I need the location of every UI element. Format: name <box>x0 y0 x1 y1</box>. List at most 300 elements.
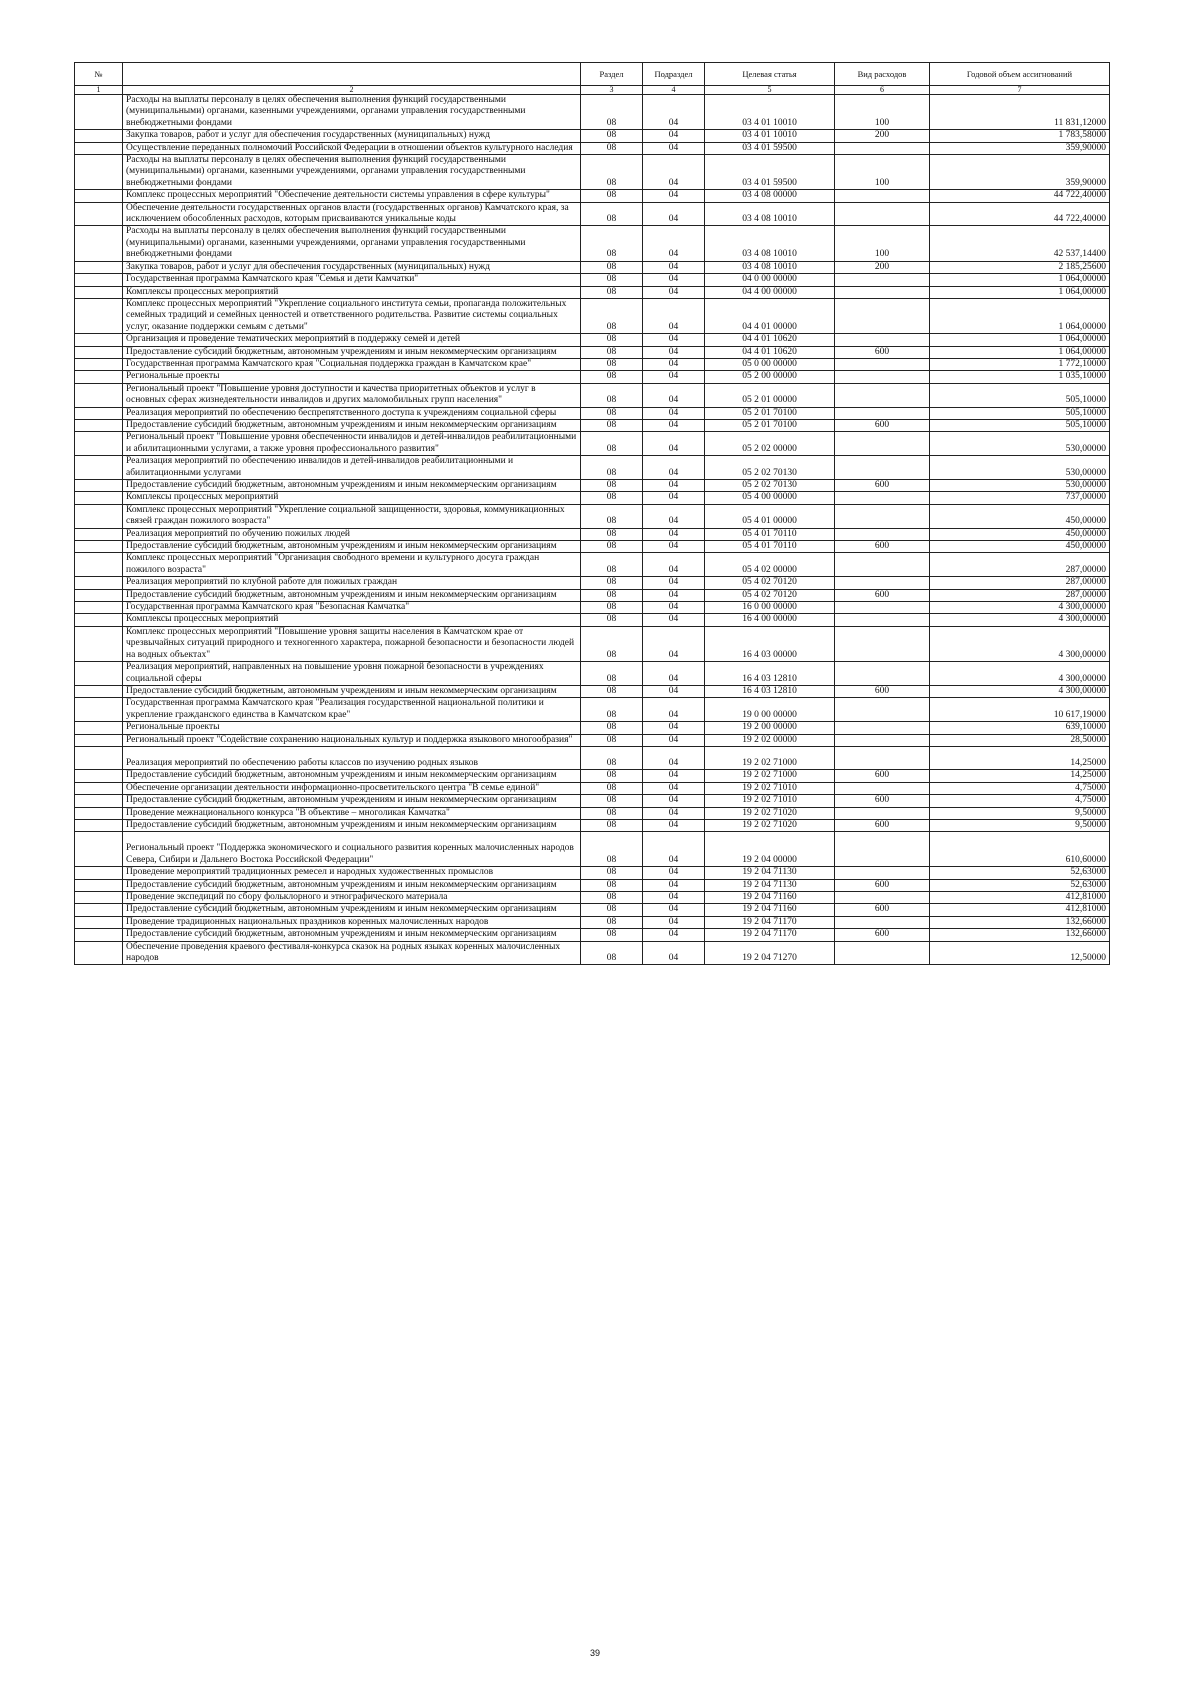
razdel-cell: 08 <box>581 142 643 154</box>
header-no: № <box>75 63 123 86</box>
podrazdel-cell: 04 <box>643 770 705 782</box>
target-cell: 19 2 04 71130 <box>705 879 835 891</box>
no-cell <box>75 528 123 540</box>
no-cell <box>75 770 123 782</box>
no-cell <box>75 95 123 130</box>
podrazdel-cell: 04 <box>643 456 705 480</box>
volume-cell: 4 300,00000 <box>930 614 1110 626</box>
table-row <box>75 577 1110 589</box>
name-cell: Государственная программа Камчатского края "Реализация государственной национальной политики и укрепление гражданского единства в Камчатском крае" <box>123 698 581 722</box>
name-cell: Реализация мероприятий по обучению пожилых людей <box>123 528 581 540</box>
volume-cell: 4 300,00000 <box>930 602 1110 614</box>
no-cell <box>75 334 123 346</box>
target-cell: 05 2 00 00000 <box>705 371 835 383</box>
volume-cell: 1 035,10000 <box>930 371 1110 383</box>
table-row <box>75 746 1110 769</box>
target-cell: 19 2 02 71020 <box>705 807 835 819</box>
no-cell <box>75 274 123 286</box>
podrazdel-cell: 04 <box>643 832 705 867</box>
no-cell <box>75 685 123 697</box>
vid-cell <box>835 577 930 589</box>
table-row <box>75 346 1110 358</box>
table-row <box>75 432 1110 456</box>
razdel-cell: 08 <box>581 795 643 807</box>
volume-cell: 44 722,40000 <box>930 202 1110 226</box>
razdel-cell: 08 <box>581 734 643 746</box>
name-cell: Реализация мероприятий по обеспечению беспрепятственного доступа к учреждениям социальной сферы <box>123 407 581 419</box>
podrazdel-cell: 04 <box>643 626 705 661</box>
table-row <box>75 419 1110 431</box>
no-cell <box>75 746 123 769</box>
volume-cell: 52,63000 <box>930 867 1110 879</box>
target-cell: 19 2 02 00000 <box>705 734 835 746</box>
razdel-cell: 08 <box>581 553 643 577</box>
target-cell: 19 2 04 71170 <box>705 916 835 928</box>
volume-cell: 52,63000 <box>930 879 1110 891</box>
name-cell: Обеспечение проведения краевого фестиваля-конкурса сказок на родных языках коренных малочисленных народов <box>123 941 581 965</box>
volume-cell: 12,50000 <box>930 941 1110 965</box>
podrazdel-cell: 04 <box>643 941 705 965</box>
podrazdel-cell: 04 <box>643 602 705 614</box>
table-row <box>75 202 1110 226</box>
no-cell <box>75 130 123 142</box>
no-cell <box>75 432 123 456</box>
name-cell: Реализация мероприятий по обеспечению инвалидов и детей-инвалидов реабилитационными и абилитационными услугами <box>123 456 581 480</box>
razdel-cell: 08 <box>581 807 643 819</box>
table-row <box>75 589 1110 601</box>
razdel-cell: 08 <box>581 867 643 879</box>
podrazdel-cell: 04 <box>643 298 705 333</box>
target-cell: 03 4 08 10010 <box>705 226 835 261</box>
podrazdel-cell: 04 <box>643 504 705 528</box>
volume-cell: 2 185,25600 <box>930 261 1110 273</box>
vid-cell <box>835 614 930 626</box>
name-cell: Реализация мероприятий, направленных на повышение уровня пожарной безопасности в учреждениях социальной сферы <box>123 662 581 686</box>
volume-cell: 412,81000 <box>930 892 1110 904</box>
target-cell: 05 4 01 00000 <box>705 504 835 528</box>
vid-cell <box>835 190 930 202</box>
budget-table-page <box>74 62 1109 965</box>
razdel-cell: 08 <box>581 419 643 431</box>
table-row <box>75 541 1110 553</box>
table-row <box>75 819 1110 831</box>
name-cell: Региональный проект "Содействие сохранению национальных культур и поддержка языкового многообразия" <box>123 734 581 746</box>
razdel-cell: 08 <box>581 202 643 226</box>
vid-cell <box>835 746 930 769</box>
vid-cell: 600 <box>835 480 930 492</box>
table-row <box>75 95 1110 130</box>
target-cell: 04 4 00 00000 <box>705 286 835 298</box>
no-cell <box>75 904 123 916</box>
razdel-cell: 08 <box>581 819 643 831</box>
volume-cell: 132,66000 <box>930 916 1110 928</box>
target-cell: 19 2 02 71000 <box>705 770 835 782</box>
razdel-cell: 08 <box>581 226 643 261</box>
no-cell <box>75 226 123 261</box>
table-body <box>75 95 1110 965</box>
name-cell: Обеспечение деятельности государственных органов власти (государственных органов) Камчатского края, за исключением обособленных расходов, которым присваиваются уникальные коды <box>123 202 581 226</box>
table-row <box>75 274 1110 286</box>
razdel-cell: 08 <box>581 383 643 407</box>
name-cell: Комплекс процессных мероприятий "Укрепление социальной защищенности, здоровья, коммуникационных связей граждан пожилого возраста" <box>123 504 581 528</box>
header-vid: Вид расходов <box>835 63 930 86</box>
table-row <box>75 685 1110 697</box>
no-cell <box>75 504 123 528</box>
table-row <box>75 614 1110 626</box>
target-cell: 19 2 04 00000 <box>705 832 835 867</box>
no-cell <box>75 626 123 661</box>
podrazdel-cell: 04 <box>643 155 705 190</box>
colnum: 3 <box>581 86 643 95</box>
name-cell: Комплекс процессных мероприятий "Обеспечение деятельности системы управления в сфере культуры" <box>123 190 581 202</box>
no-cell <box>75 407 123 419</box>
name-cell: Государственная программа Камчатского края "Безопасная Камчатка" <box>123 602 581 614</box>
vid-cell: 600 <box>835 929 930 941</box>
table-row <box>75 892 1110 904</box>
vid-cell <box>835 383 930 407</box>
name-cell: Обеспечение организации деятельности информационно-просветительского центра "В семье единой" <box>123 782 581 794</box>
no-cell <box>75 782 123 794</box>
no-cell <box>75 155 123 190</box>
razdel-cell: 08 <box>581 770 643 782</box>
table-row <box>75 770 1110 782</box>
vid-cell <box>835 504 930 528</box>
no-cell <box>75 286 123 298</box>
target-cell: 05 4 01 70110 <box>705 528 835 540</box>
name-cell: Реализация мероприятий по обеспечению работы классов по изучению родных языков <box>123 746 581 769</box>
volume-cell: 359,90000 <box>930 155 1110 190</box>
vid-cell: 600 <box>835 685 930 697</box>
volume-cell: 4 300,00000 <box>930 626 1110 661</box>
vid-cell <box>835 734 930 746</box>
vid-cell <box>835 782 930 794</box>
target-cell: 05 4 02 70120 <box>705 577 835 589</box>
podrazdel-cell: 04 <box>643 286 705 298</box>
no-cell <box>75 577 123 589</box>
table-row <box>75 334 1110 346</box>
podrazdel-cell: 04 <box>643 929 705 941</box>
name-cell: Предоставление субсидий бюджетным, автономным учреждениям и иным некоммерческим организациям <box>123 589 581 601</box>
volume-cell: 450,00000 <box>930 528 1110 540</box>
no-cell <box>75 916 123 928</box>
razdel-cell: 08 <box>581 190 643 202</box>
name-cell: Предоставление субсидий бюджетным, автономным учреждениям и иным некоммерческим организациям <box>123 480 581 492</box>
no-cell <box>75 371 123 383</box>
no-cell <box>75 879 123 891</box>
vid-cell <box>835 492 930 504</box>
vid-cell: 600 <box>835 904 930 916</box>
razdel-cell: 08 <box>581 602 643 614</box>
volume-cell: 14,25000 <box>930 770 1110 782</box>
name-cell: Расходы на выплаты персоналу в целях обеспечения выполнения функций государственными (муниципальными) органами, казенными учреждениями, органами управления государственными внебюджетными фондами <box>123 155 581 190</box>
vid-cell: 200 <box>835 130 930 142</box>
header-row <box>75 63 1110 86</box>
target-cell: 03 4 01 59500 <box>705 155 835 190</box>
podrazdel-cell: 04 <box>643 202 705 226</box>
vid-cell <box>835 371 930 383</box>
table-row <box>75 734 1110 746</box>
vid-cell <box>835 807 930 819</box>
budget-table <box>74 62 1110 965</box>
volume-cell: 287,00000 <box>930 553 1110 577</box>
no-cell <box>75 807 123 819</box>
vid-cell <box>835 602 930 614</box>
vid-cell <box>835 274 930 286</box>
name-cell: Комплексы процессных мероприятий <box>123 614 581 626</box>
name-cell: Региональный проект "Повышение уровня доступности и качества приоритетных объектов и услуг в основных сферах жизнедеятельности инвалидов и других маломобильных групп населения" <box>123 383 581 407</box>
volume-cell: 4 300,00000 <box>930 662 1110 686</box>
no-cell <box>75 929 123 941</box>
vid-cell <box>835 456 930 480</box>
volume-cell: 4 300,00000 <box>930 685 1110 697</box>
razdel-cell: 08 <box>581 904 643 916</box>
name-cell: Региональный проект "Поддержка экономического и социального развития коренных малочисленных народов Севера, Сибири и Дальнего Востока Российской Федерации" <box>123 832 581 867</box>
razdel-cell: 08 <box>581 614 643 626</box>
name-cell: Комплексы процессных мероприятий <box>123 492 581 504</box>
podrazdel-cell: 04 <box>643 130 705 142</box>
table-row <box>75 832 1110 867</box>
name-cell: Осуществление переданных полномочий Российской Федерации в отношении объектов культурного наследия <box>123 142 581 154</box>
target-cell: 19 2 04 71130 <box>705 867 835 879</box>
table-row <box>75 383 1110 407</box>
no-cell <box>75 383 123 407</box>
colnum: 7 <box>930 86 1110 95</box>
razdel-cell: 08 <box>581 261 643 273</box>
target-cell: 03 4 01 10010 <box>705 130 835 142</box>
table-row <box>75 867 1110 879</box>
podrazdel-cell: 04 <box>643 226 705 261</box>
no-cell <box>75 202 123 226</box>
target-cell: 19 2 02 71010 <box>705 795 835 807</box>
volume-cell: 1 064,00000 <box>930 286 1110 298</box>
volume-cell: 9,50000 <box>930 807 1110 819</box>
razdel-cell: 08 <box>581 589 643 601</box>
header-name <box>123 63 581 86</box>
podrazdel-cell: 04 <box>643 819 705 831</box>
target-cell: 03 4 01 10010 <box>705 95 835 130</box>
volume-cell: 28,50000 <box>930 734 1110 746</box>
table-row <box>75 492 1110 504</box>
name-cell: Предоставление субсидий бюджетным, автономным учреждениям и иным некоммерческим организациям <box>123 419 581 431</box>
vid-cell <box>835 916 930 928</box>
podrazdel-cell: 04 <box>643 142 705 154</box>
target-cell: 05 2 01 00000 <box>705 383 835 407</box>
volume-cell: 44 722,40000 <box>930 190 1110 202</box>
razdel-cell: 08 <box>581 95 643 130</box>
vid-cell: 600 <box>835 795 930 807</box>
volume-cell: 610,60000 <box>930 832 1110 867</box>
page-number: 39 <box>590 1648 601 1658</box>
target-cell: 19 2 02 71000 <box>705 746 835 769</box>
table-row <box>75 130 1110 142</box>
razdel-cell: 08 <box>581 746 643 769</box>
razdel-cell: 08 <box>581 528 643 540</box>
vid-cell <box>835 867 930 879</box>
podrazdel-cell: 04 <box>643 577 705 589</box>
target-cell: 16 0 00 00000 <box>705 602 835 614</box>
no-cell <box>75 867 123 879</box>
razdel-cell: 08 <box>581 722 643 734</box>
vid-cell: 600 <box>835 589 930 601</box>
razdel-cell: 08 <box>581 432 643 456</box>
name-cell: Предоставление субсидий бюджетным, автономным учреждениям и иным некоммерческим организациям <box>123 904 581 916</box>
table-row <box>75 528 1110 540</box>
no-cell <box>75 698 123 722</box>
target-cell: 19 0 00 00000 <box>705 698 835 722</box>
volume-cell: 530,00000 <box>930 456 1110 480</box>
volume-cell: 1 783,58000 <box>930 130 1110 142</box>
razdel-cell: 08 <box>581 456 643 480</box>
table-row <box>75 480 1110 492</box>
table-row <box>75 298 1110 333</box>
name-cell: Комплексы процессных мероприятий <box>123 286 581 298</box>
header-volume: Годовой объем ассигнований <box>930 63 1110 86</box>
vid-cell: 200 <box>835 261 930 273</box>
volume-cell: 359,90000 <box>930 142 1110 154</box>
podrazdel-cell: 04 <box>643 795 705 807</box>
no-cell <box>75 142 123 154</box>
table-row <box>75 698 1110 722</box>
table-row <box>75 929 1110 941</box>
vid-cell: 600 <box>835 346 930 358</box>
podrazdel-cell: 04 <box>643 274 705 286</box>
podrazdel-cell: 04 <box>643 867 705 879</box>
target-cell: 19 2 04 71160 <box>705 904 835 916</box>
name-cell: Региональные проекты <box>123 722 581 734</box>
volume-cell: 1 064,00000 <box>930 334 1110 346</box>
razdel-cell: 08 <box>581 334 643 346</box>
target-cell: 03 4 08 10010 <box>705 261 835 273</box>
table-row <box>75 190 1110 202</box>
no-cell <box>75 734 123 746</box>
no-cell <box>75 722 123 734</box>
podrazdel-cell: 04 <box>643 95 705 130</box>
podrazdel-cell: 04 <box>643 746 705 769</box>
podrazdel-cell: 04 <box>643 528 705 540</box>
name-cell: Государственная программа Камчатского края "Семья и дети Камчатки" <box>123 274 581 286</box>
razdel-cell: 08 <box>581 879 643 891</box>
podrazdel-cell: 04 <box>643 541 705 553</box>
volume-cell: 450,00000 <box>930 504 1110 528</box>
table-row <box>75 261 1110 273</box>
table-row <box>75 358 1110 370</box>
target-cell: 05 4 01 70110 <box>705 541 835 553</box>
table-row <box>75 286 1110 298</box>
volume-cell: 9,50000 <box>930 819 1110 831</box>
target-cell: 03 4 08 10010 <box>705 202 835 226</box>
volume-cell: 287,00000 <box>930 589 1110 601</box>
vid-cell: 600 <box>835 819 930 831</box>
volume-cell: 1 772,10000 <box>930 358 1110 370</box>
volume-cell: 14,25000 <box>930 746 1110 769</box>
colnum: 2 <box>123 86 581 95</box>
vid-cell <box>835 334 930 346</box>
name-cell: Организация и проведение тематических мероприятий в поддержку семей и детей <box>123 334 581 346</box>
vid-cell <box>835 892 930 904</box>
table-row <box>75 807 1110 819</box>
podrazdel-cell: 04 <box>643 782 705 794</box>
name-cell: Проведение традиционных национальных праздников коренных малочисленных народов <box>123 916 581 928</box>
podrazdel-cell: 04 <box>643 916 705 928</box>
table-row <box>75 916 1110 928</box>
vid-cell <box>835 407 930 419</box>
header-razdel: Раздел <box>581 63 643 86</box>
no-cell <box>75 589 123 601</box>
razdel-cell: 08 <box>581 626 643 661</box>
name-cell: Проведение экспедиций по сбору фольклорного и этнографического материала <box>123 892 581 904</box>
volume-cell: 1 064,00000 <box>930 274 1110 286</box>
podrazdel-cell: 04 <box>643 334 705 346</box>
table-row <box>75 155 1110 190</box>
razdel-cell: 08 <box>581 892 643 904</box>
name-cell: Проведение мероприятий традиционных ремесел и народных художественных промыслов <box>123 867 581 879</box>
target-cell: 05 0 00 00000 <box>705 358 835 370</box>
target-cell: 16 4 03 00000 <box>705 626 835 661</box>
no-cell <box>75 261 123 273</box>
table-row <box>75 795 1110 807</box>
vid-cell: 100 <box>835 226 930 261</box>
vid-cell: 100 <box>835 95 930 130</box>
table-row <box>75 226 1110 261</box>
colnum: 5 <box>705 86 835 95</box>
table-row <box>75 626 1110 661</box>
volume-cell: 132,66000 <box>930 929 1110 941</box>
razdel-cell: 08 <box>581 782 643 794</box>
podrazdel-cell: 04 <box>643 371 705 383</box>
table-row <box>75 782 1110 794</box>
no-cell <box>75 795 123 807</box>
target-cell: 05 2 02 70130 <box>705 456 835 480</box>
vid-cell: 600 <box>835 770 930 782</box>
podrazdel-cell: 04 <box>643 419 705 431</box>
volume-cell: 4,75000 <box>930 782 1110 794</box>
target-cell: 05 4 02 70120 <box>705 589 835 601</box>
name-cell: Расходы на выплаты персоналу в целях обеспечения выполнения функций государственными (муниципальными) органами, казенными учреждениями, органами управления государственными внебюджетными фондами <box>123 95 581 130</box>
name-cell: Комплекс процессных мероприятий "Укрепление социального института семьи, пропаганда положительных семейных традиций и семейных ценностей и ответственного родительства. Развитие системы социальных услуг, оказание поддержки семьям с детьми" <box>123 298 581 333</box>
podrazdel-cell: 04 <box>643 432 705 456</box>
table-row <box>75 407 1110 419</box>
target-cell: 16 4 00 00000 <box>705 614 835 626</box>
colnum: 6 <box>835 86 930 95</box>
no-cell <box>75 358 123 370</box>
vid-cell: 600 <box>835 419 930 431</box>
volume-cell: 10 617,19000 <box>930 698 1110 722</box>
razdel-cell: 08 <box>581 155 643 190</box>
target-cell: 05 2 01 70100 <box>705 419 835 431</box>
volume-cell: 11 831,12000 <box>930 95 1110 130</box>
table-row <box>75 553 1110 577</box>
name-cell: Предоставление субсидий бюджетным, автономным учреждениям и иным некоммерческим организациям <box>123 770 581 782</box>
target-cell: 16 4 03 12810 <box>705 662 835 686</box>
name-cell: Предоставление субсидий бюджетным, автономным учреждениям и иным некоммерческим организациям <box>123 879 581 891</box>
razdel-cell: 08 <box>581 286 643 298</box>
no-cell <box>75 419 123 431</box>
no-cell <box>75 614 123 626</box>
no-cell <box>75 602 123 614</box>
name-cell: Предоставление субсидий бюджетным, автономным учреждениям и иным некоммерческим организациям <box>123 541 581 553</box>
target-cell: 05 2 01 70100 <box>705 407 835 419</box>
podrazdel-cell: 04 <box>643 734 705 746</box>
podrazdel-cell: 04 <box>643 589 705 601</box>
razdel-cell: 08 <box>581 929 643 941</box>
table-row <box>75 456 1110 480</box>
volume-cell: 639,10000 <box>930 722 1110 734</box>
vid-cell <box>835 142 930 154</box>
target-cell: 19 2 04 71160 <box>705 892 835 904</box>
volume-cell: 530,00000 <box>930 432 1110 456</box>
target-cell: 05 4 00 00000 <box>705 492 835 504</box>
vid-cell <box>835 358 930 370</box>
